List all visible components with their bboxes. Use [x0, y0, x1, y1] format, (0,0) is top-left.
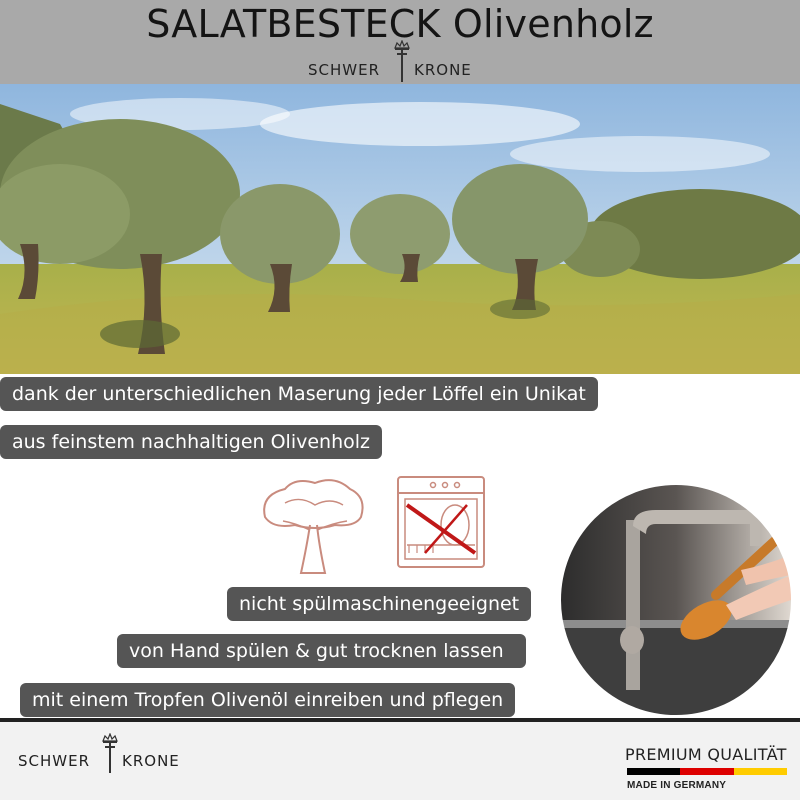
header: [0, 0, 800, 84]
no-dishwasher-icon: [395, 475, 487, 571]
olive-grove-photo: [0, 84, 800, 374]
brand-logo: [300, 52, 500, 82]
feature-pill-spuelmaschine: nicht spülmaschinengeeignet: [227, 587, 531, 621]
brand-name-right: KRONE: [414, 61, 472, 79]
footer-brand-logo: [18, 735, 198, 775]
faucet-photo: [556, 480, 796, 720]
feature-pill-olivenoel: mit einem Tropfen Olivenöl einreiben und pflegen: [20, 683, 515, 717]
page-title: SALATBESTECK Olivenholz: [146, 2, 654, 46]
footer-brand-left: SCHWER: [18, 752, 91, 770]
premium-quality-label: PREMIUM QUALITÄT: [625, 745, 787, 764]
footer-brand-right: KRONE: [122, 752, 180, 770]
german-flag-stripe: [627, 768, 787, 775]
feature-pill-unikat: dank der unterschiedlichen Maserung jeder Löffel ein Unikat: [0, 377, 598, 411]
made-in-germany-label: MADE IN GERMANY: [627, 780, 727, 791]
olive-tree-icon: [255, 475, 370, 575]
brand-name-left: SCHWER: [308, 61, 381, 79]
crown-sword-icon: [100, 733, 120, 777]
crown-sword-icon: [392, 40, 412, 84]
feature-pill-olivenholz: aus feinstem nachhaltigen Olivenholz: [0, 425, 382, 459]
feature-pill-hand-spuelen: von Hand spülen & gut trocknen lassen: [117, 634, 526, 668]
